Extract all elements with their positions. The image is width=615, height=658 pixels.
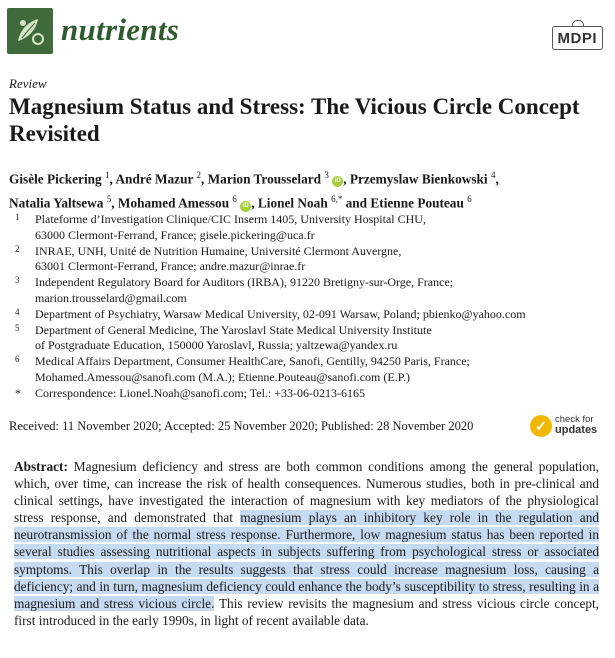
affiliation-number: 1	[15, 212, 20, 222]
affiliation-line: Plateforme d’Investigation Clinique/CIC Inserm 1405, University Hospital CHU,	[35, 212, 426, 226]
orcid-icon[interactable]: iD	[240, 201, 251, 212]
affiliation-line: Department of General Medicine, The Yaroslavl State Medical University Institute	[35, 322, 432, 337]
author-affiliation-sup: 5	[106, 194, 112, 205]
updates-line1: check for	[555, 414, 594, 425]
abstract-text-start: Magnesium deficiency and stress are both common conditions among the general population, which, over time, can increase the risk of health consequences. Numerous studies, both in pre-clinical and clinical settings, have investigated the interaction of magnesium with key mediators of the physiological stress response, and demonstrated that	[14, 459, 599, 526]
author-affiliation-sup: 4	[490, 170, 496, 180]
affiliation-line: 63001 Clermont-Ferrand, France; andre.mazur@inrae.fr	[35, 259, 306, 274]
affiliation-number: 2	[15, 243, 20, 254]
author-affiliation-sup: 2	[196, 170, 201, 180]
affiliation-item	[9, 244, 599, 276]
affiliation-line: Medical Affairs Department, Consumer HealthCare, Sanofi, Gentilly, 94250 Paris, France;	[35, 354, 470, 369]
author-affiliation-sup: 6,*	[331, 194, 343, 205]
publisher-logo[interactable]: MDPI	[552, 26, 604, 50]
affiliation-line: of Postgraduate Education, 150000 Yaroslavl, Russia; yaltzewa@yandex.ru	[35, 338, 398, 353]
nutrients-logo-icon	[7, 8, 53, 54]
journal-name: nutrients	[61, 12, 180, 47]
affiliation-item	[9, 307, 599, 323]
affiliation-line: marion.trousselard@gmail.com	[35, 290, 187, 305]
abstract	[14, 458, 599, 629]
affiliation-item	[9, 275, 599, 307]
publication-dates: Received: 11 November 2020; Accepted: 25 November 2020; Published: 28 November 2020	[9, 419, 474, 433]
orcid-icon[interactable]: iD	[332, 176, 343, 187]
author-name[interactable]: Mohamed Amessou	[117, 195, 230, 211]
abstract-text-end: This review revisits the magnesium and stress vicious circle concept, first introduced in the early 1990s, in light of recent available data.	[14, 595, 600, 628]
affiliation-item	[9, 212, 599, 244]
author-name[interactable]: Etienne Pouteau	[370, 195, 464, 211]
affiliation-line: 63000 Clermont-Ferrand, France; gisele.pickering@uca.fr	[35, 227, 315, 242]
author-name[interactable]: Lionel Noah	[257, 195, 328, 211]
article-type: Review	[9, 76, 47, 91]
abstract-label: Abstract:	[14, 459, 68, 474]
affiliation-line: INRAE, UNH, Unité de Nutrition Humaine, Université Clermont Auvergne,	[35, 243, 402, 258]
check-for-updates-button[interactable]	[530, 413, 610, 441]
author-affiliation-sup: 6	[467, 194, 472, 205]
affiliation-number: *	[15, 385, 21, 400]
affiliation-line: Correspondence: Lionel.Noah@sanofi.com; Tel.: +33-06-0213-6165	[35, 385, 366, 400]
affiliation-number: 4	[15, 306, 20, 317]
author-name[interactable]: Przemyslaw Bienkowski	[349, 171, 488, 187]
journal-header	[7, 8, 607, 58]
author-name[interactable]: Natalia Yaltsewa	[9, 195, 104, 211]
author-name[interactable]: Marion Trousselard	[207, 171, 322, 187]
affiliation-item	[9, 354, 599, 386]
author-list: Gisèle Pickering $^1$, André Mazur $^2$, Marion Trousselard $^3$ iD , Przemyslaw Bienkowski $^4$, Natalia Yaltsewa $^5$, Mohamed Amessou $^6$ iD , Lionel Noah $^{6,*}$ and Etienne Pouteau $^6$	[9, 170, 499, 211]
affiliation-number: 5	[15, 322, 20, 333]
author-name[interactable]: André Mazur	[115, 171, 194, 187]
author-affiliation-sup: 6	[232, 194, 237, 205]
affiliation-item	[9, 323, 599, 355]
author-name[interactable]: Gisèle Pickering	[9, 171, 102, 187]
author-affiliation-sup: 3	[324, 170, 329, 180]
affiliation-item	[9, 386, 599, 402]
check-updates-icon: ✓	[530, 415, 552, 437]
affiliation-line: Independent Regulatory Board for Auditors (IRBA), 91220 Bretigny-sur-Orge, France;	[35, 275, 454, 290]
updates-line2: updates	[555, 424, 598, 436]
article-title: Magnesium Status and Stress: The Vicious Circle Concept Revisited	[9, 94, 580, 146]
affiliation-number: 3	[15, 275, 20, 286]
affiliation-line: Department of Psychiatry, Warsaw Medical University, 02-091 Warsaw, Poland; pbienko@yahoo.com	[35, 306, 526, 321]
affiliation-list	[9, 212, 599, 402]
abstract-highlighted-text: magnesium plays an inhibitory key role in the regulation and neurotransmission of the normal stress response. Furthermore, low magnesium status has been reported in several studies assessing nutritional aspects in subjects suffering from psychological stress or associated symptoms. This overlap in the results suggests that stress could increase magnesium loss, causing a deficiency; and in turn, magnesium deficiency could enhance the body’s susceptibility to stress, resulting in a magnesium and stress vicious circle.	[14, 510, 599, 611]
author-affiliation-sup: 1	[105, 170, 110, 180]
affiliation-line: Mohamed.Amessou@sanofi.com (M.A.); Etienne.Pouteau@sanofi.com (E.P.)	[35, 369, 411, 384]
affiliation-number: 6	[15, 354, 20, 365]
